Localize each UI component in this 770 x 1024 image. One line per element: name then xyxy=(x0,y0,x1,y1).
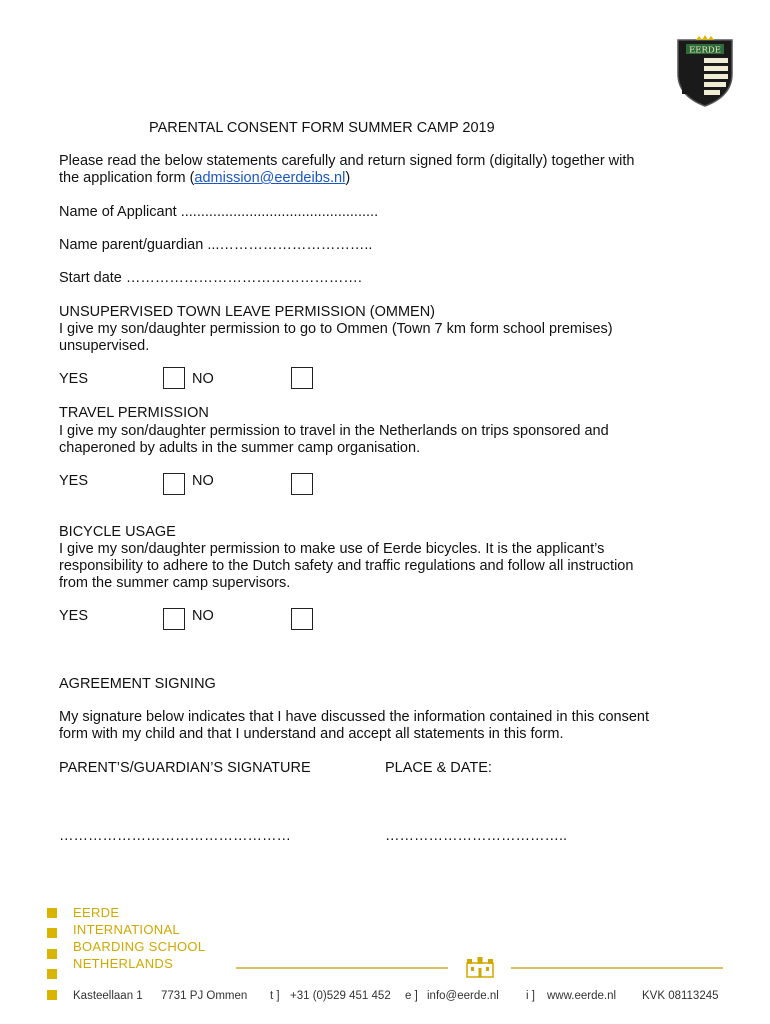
footer-bullet xyxy=(47,949,57,959)
footer-tel: +31 (0)529 451 452 xyxy=(290,990,391,1002)
footer-bullet xyxy=(47,969,57,979)
yes-checkbox[interactable] xyxy=(163,367,185,389)
footer-email[interactable]: info@eerde.nl xyxy=(427,990,499,1002)
place-date-line[interactable]: ……………………………….. xyxy=(385,828,568,844)
yes-label: YES xyxy=(59,371,89,387)
footer-school-name: NETHERLANDS xyxy=(73,956,174,971)
footer-school-name: BOARDING SCHOOL xyxy=(73,939,206,954)
section-text: from the summer camp supervisors. xyxy=(59,575,291,591)
footer-web[interactable]: www.eerde.nl xyxy=(547,990,617,1002)
section-text: responsibility to adhere to the Dutch safety and traffic regulations and follow all instruction xyxy=(59,558,634,574)
agreement-heading: AGREEMENT SIGNING xyxy=(59,676,216,692)
footer-postcode: 7731 PJ Ommen xyxy=(161,990,248,1002)
yes-label: YES xyxy=(59,473,89,489)
footer-divider xyxy=(236,967,448,969)
footer-tel-label: t ] xyxy=(270,990,280,1002)
school-crest-logo xyxy=(676,34,734,108)
footer-school-name: INTERNATIONAL xyxy=(73,922,180,937)
footer-school-name: EERDE xyxy=(73,905,120,920)
footer-address: Kasteellaan 1 xyxy=(73,990,143,1002)
no-checkbox[interactable] xyxy=(291,367,313,389)
applicant-name-field[interactable]: Name of Applicant ................................................. xyxy=(59,204,379,220)
signature-label: PARENT’S/GUARDIAN’S SIGNATURE xyxy=(59,760,311,776)
no-label: NO xyxy=(192,473,214,489)
start-date-field[interactable]: Start date …………………………………………. xyxy=(59,270,362,286)
footer-web-label: i ] xyxy=(526,990,535,1002)
form-title: PARENTAL CONSENT FORM SUMMER CAMP 2019 xyxy=(149,120,495,136)
footer-bullet xyxy=(47,908,57,918)
yes-label: YES xyxy=(59,608,89,624)
parent-name-field[interactable]: Name parent/guardian ...………………………….. xyxy=(59,237,373,253)
no-checkbox[interactable] xyxy=(291,608,313,630)
section-text: chaperoned by adults in the summer camp organisation. xyxy=(59,440,421,456)
intro-line-1: Please read the below statements carefully and return signed form (digitally) together with xyxy=(59,153,635,169)
section-text: I give my son/daughter permission to go to Ommen (Town 7 km form school premises) xyxy=(59,321,613,337)
section-heading: BICYCLE USAGE xyxy=(59,524,176,540)
footer-bullet xyxy=(47,928,57,938)
svg-text:EERDE: EERDE xyxy=(689,45,721,56)
admission-email-link[interactable]: admission@eerdeibs.nl xyxy=(194,170,346,186)
footer-email-label: e ] xyxy=(405,990,418,1002)
section-text: unsupervised. xyxy=(59,338,150,354)
footer-divider xyxy=(511,967,723,969)
agreement-text: My signature below indicates that I have discussed the information contained in this consent xyxy=(59,709,650,725)
section-heading: UNSUPERVISED TOWN LEAVE PERMISSION (OMMEN) xyxy=(59,304,435,320)
yes-checkbox[interactable] xyxy=(163,608,185,630)
intro-line-2: the application form (admission@eerdeibs.nl) xyxy=(59,170,351,186)
castle-icon xyxy=(465,955,495,979)
no-label: NO xyxy=(192,608,214,624)
signature-line[interactable]: ………………………………………… xyxy=(59,828,291,844)
agreement-text: form with my child and that I understand and accept all statements in this form. xyxy=(59,726,564,742)
no-checkbox[interactable] xyxy=(291,473,313,495)
section-heading: TRAVEL PERMISSION xyxy=(59,405,209,421)
footer-bullet xyxy=(47,990,57,1000)
footer-kvk: KVK 08113245 xyxy=(642,990,719,1002)
yes-checkbox[interactable] xyxy=(163,473,185,495)
section-text: I give my son/daughter permission to make use of Eerde bicycles. It is the applicant’s xyxy=(59,541,605,557)
no-label: NO xyxy=(192,371,214,387)
place-date-label: PLACE & DATE: xyxy=(385,760,492,776)
section-text: I give my son/daughter permission to travel in the Netherlands on trips sponsored and xyxy=(59,423,609,439)
